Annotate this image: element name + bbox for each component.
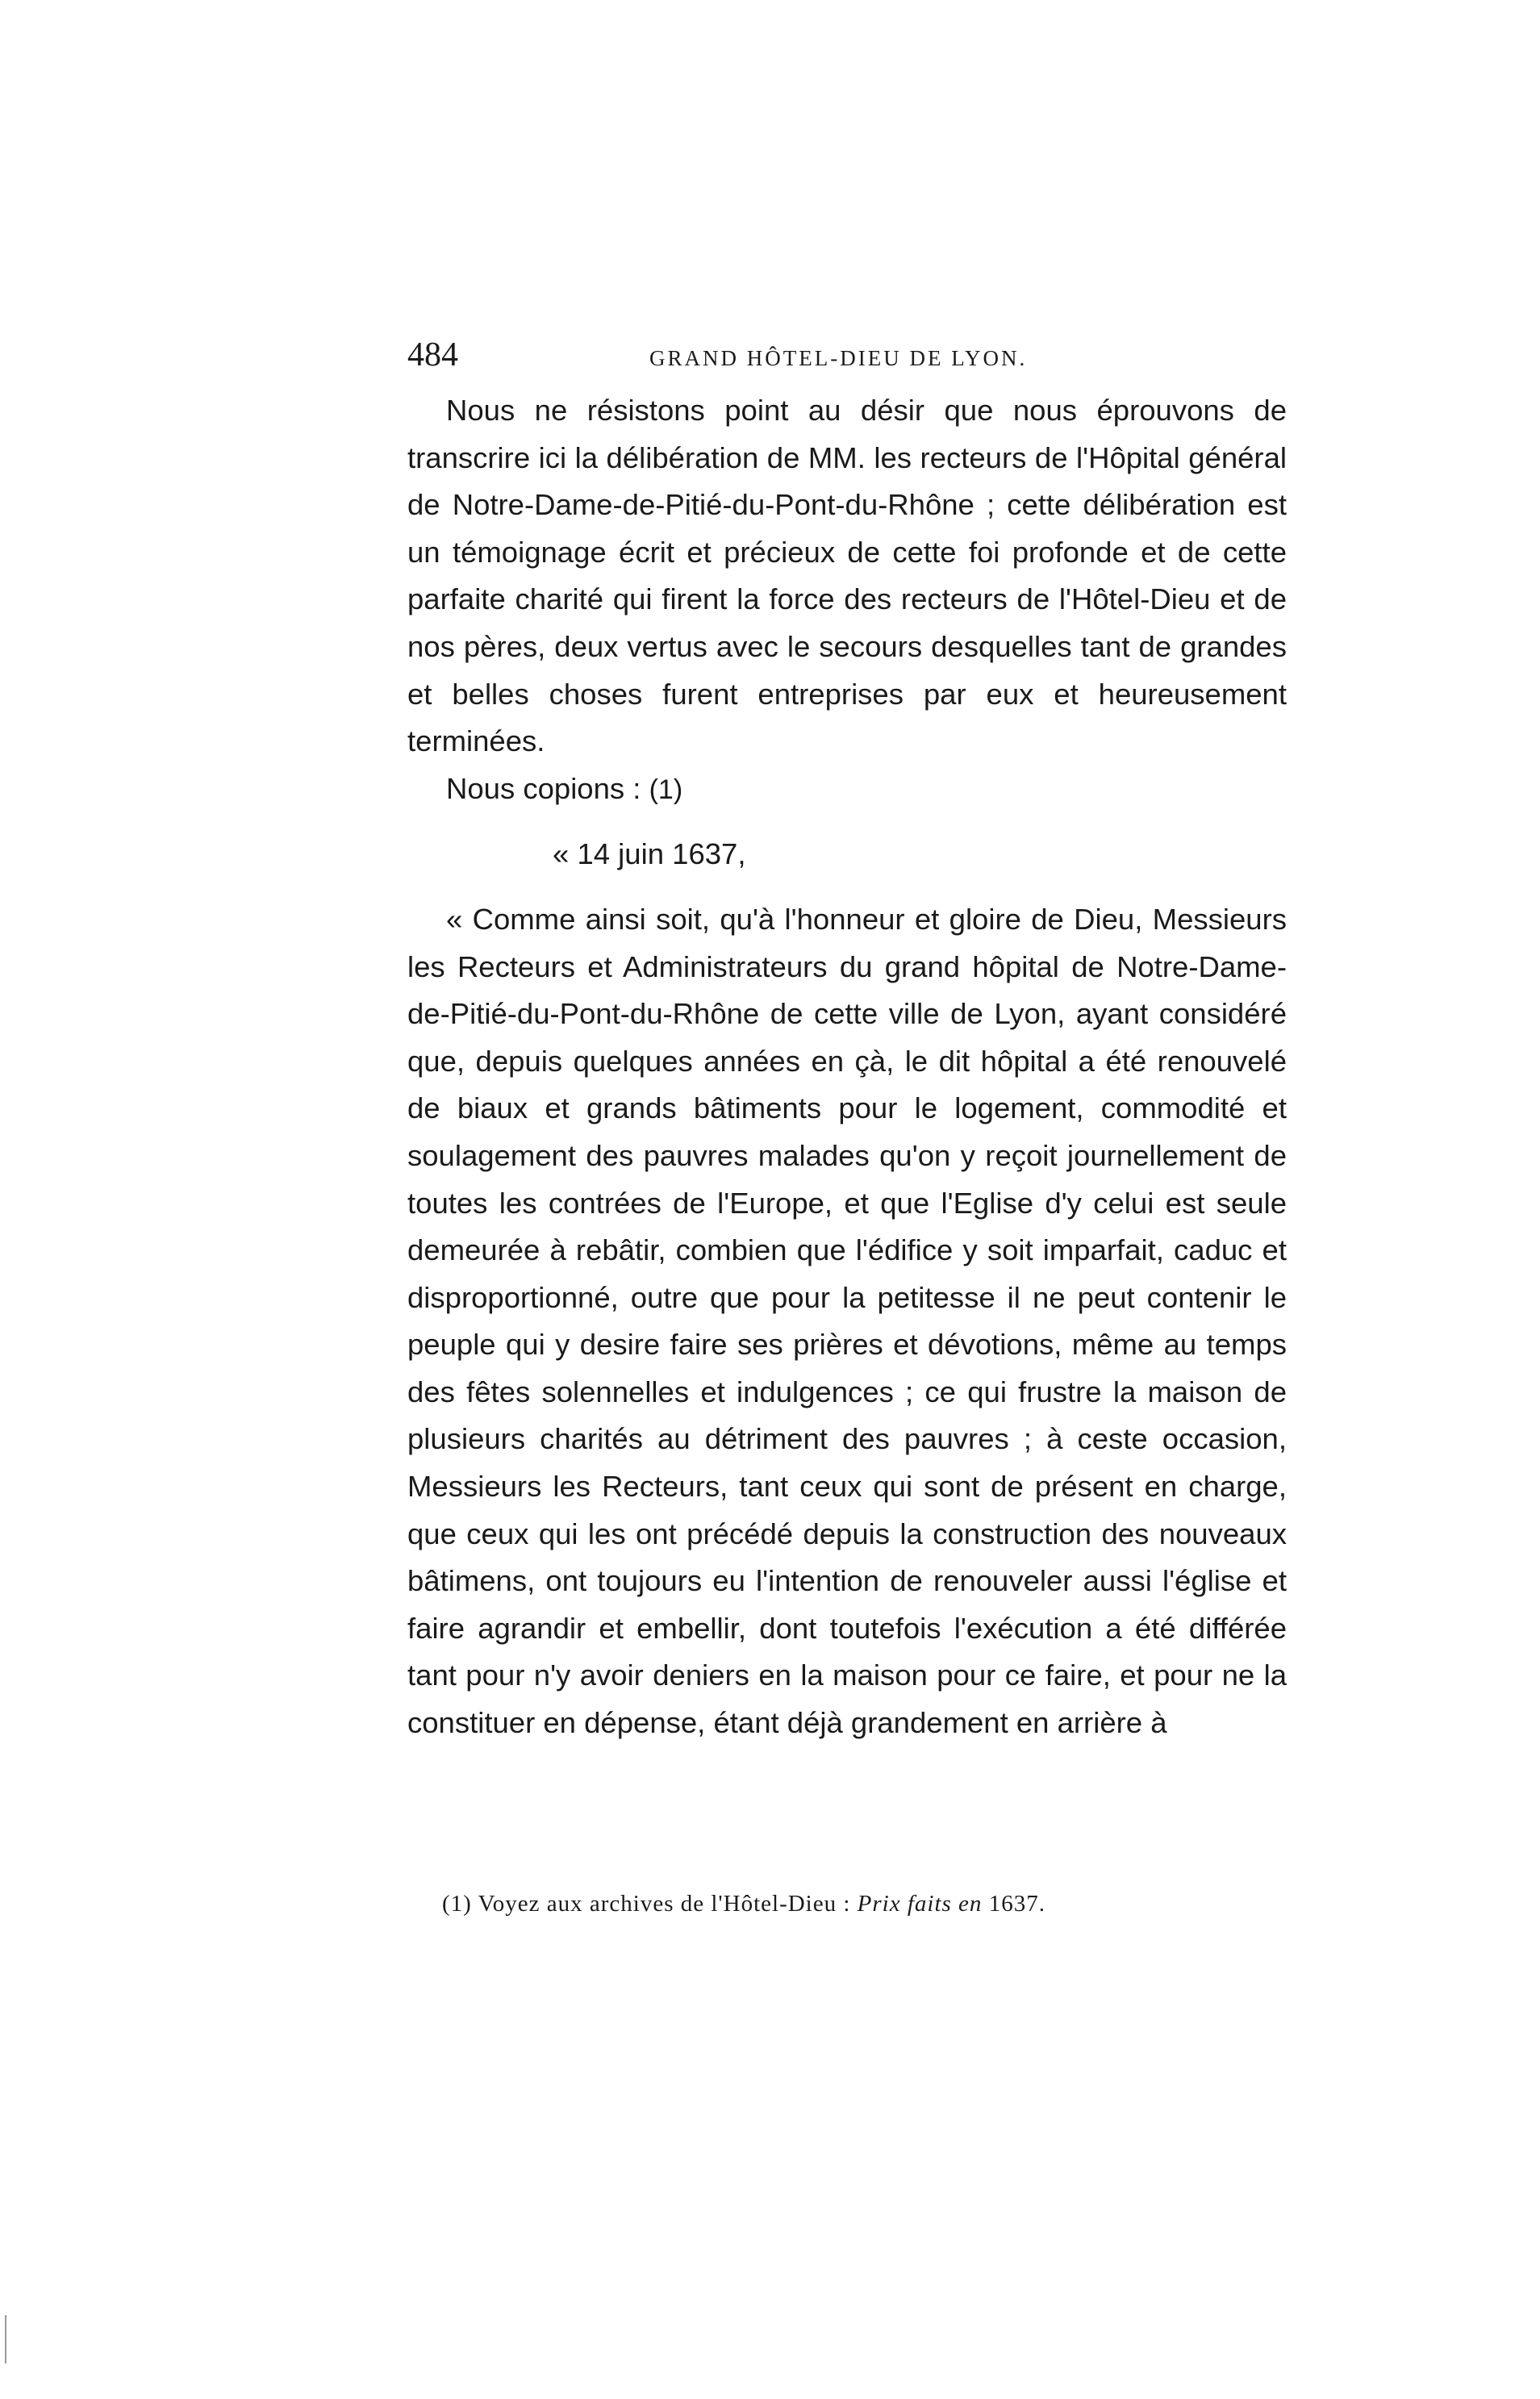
footnote (442, 1888, 1289, 1920)
scan-edge-mark (5, 2315, 6, 2364)
page-number: 484 (407, 336, 458, 373)
paragraph-1: Nous ne résistons point au désir que nous éprouvons de transcrire ici la délibération de MM. les recteurs de l'Hôpital général de Notre-Dame-de-Pitié-du-Pont-du-Rhône ; cette délibération est un témoignage écrit et précieux de cette foi profonde et de cette parfaite charité qui firent la force des recteurs de l'Hôtel-Dieu et de nos pères, deux vertus avec le secours desquelles tant de grandes et belles choses furent entreprises par eux et heureusement terminées. (407, 394, 1287, 758)
paragraph-2 (407, 766, 1287, 814)
running-head (407, 331, 1287, 379)
paragraph-3: « Comme ainsi soit, qu'à l'honneur et gloire de Dieu, Messieurs les Recteurs et Administrateurs du grand hôpital de Notre-Dame-de-Pitié-du-Pont-du-Rhône de cette ville de Lyon, ayant considéré que, depuis quelques années en çà, le dit hôpital a été renouvelé de biaux et grands bâtiments pour le logement, commodité et soulagement des pauvres malades qu'on y reçoit journellement de toutes les contrées de l'Europe, et que l'Eglise d'y celui est seule demeurée à rebâtir, combien que l'édifice y soit imparfait, caduc et disproportionné, outre que pour la petitesse il ne peut contenir le peuple qui y desire faire ses prières et dévotions, même au temps des fêtes solennelles et indulgences ; ce qui frustre la maison de plusieurs charités au détriment des pauvres ; à ceste occasion, Messieurs les Recteurs, tant ceux qui sont de présent en charge, que ceux qui les ont précédé depuis la construction des nouveaux bâtimens, ont toujours eu l'intention de renouveler aussi l'église et faire agrandir et embellir, dont toutefois l'exécution a été différée tant pour n'y avoir deniers en la maison pour ce faire, et pour ne la constituer en dépense, étant déjà grandement en arrière à (407, 902, 1287, 1740)
running-title: GRAND HÔTEL-DIEU DE LYON. (649, 346, 1028, 370)
body-text (407, 387, 1287, 1747)
footnote-marker: (1) (442, 1891, 472, 1917)
footnote-italic-text: Prix faits en (857, 1891, 983, 1917)
footnote-reference[interactable]: (1) (649, 774, 683, 805)
paragraph-2-text: Nous copions : (446, 771, 641, 805)
footnote-text: Voyez aux archives de l'Hôtel-Dieu : (478, 1891, 851, 1917)
date-line: « 14 juin 1637, (553, 837, 746, 871)
footnote-year: 1637. (988, 1891, 1045, 1917)
